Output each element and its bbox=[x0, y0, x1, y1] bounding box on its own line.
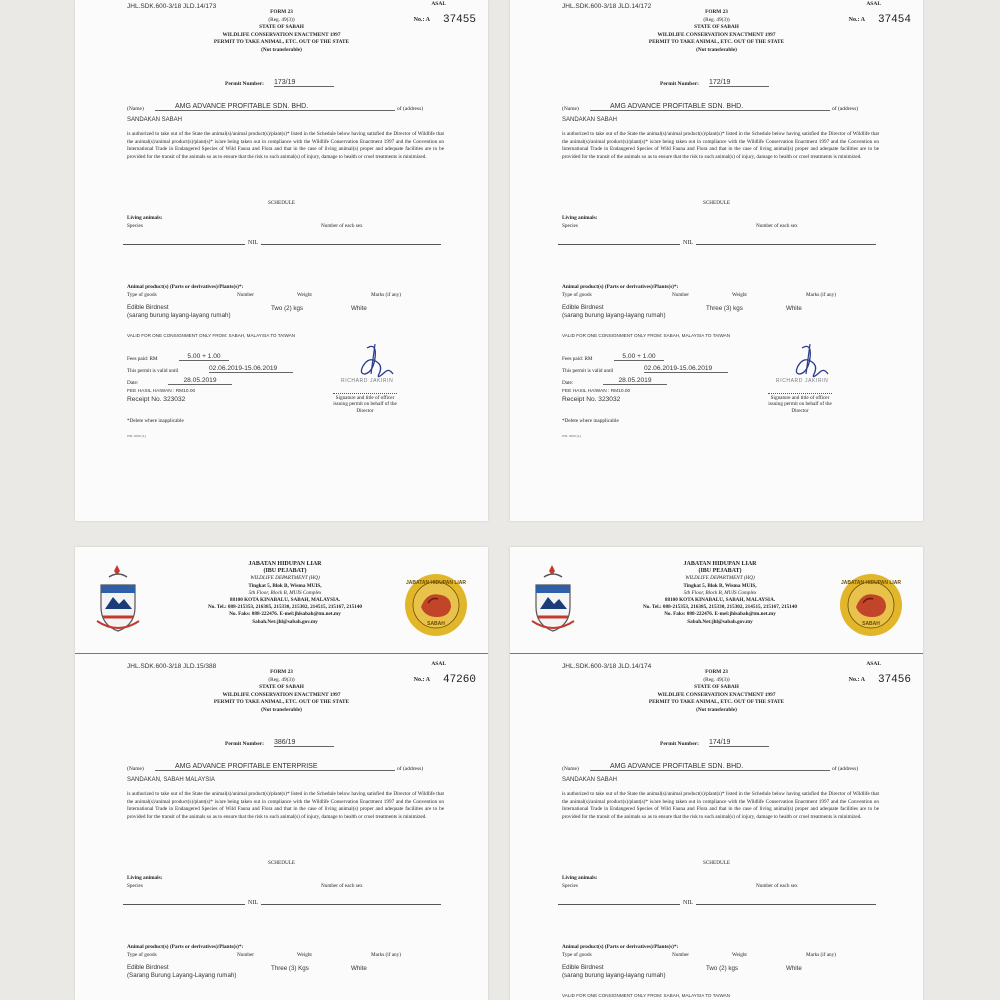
permit-holder-address: SANDAKAN SABAH bbox=[127, 117, 183, 123]
permit-holder-address: SANDAKAN SABAH bbox=[562, 117, 618, 123]
enactment-title: WILDLIFE CONSERVATION ENACTMENT 1997 bbox=[657, 691, 776, 698]
asal-label: ASAL bbox=[431, 1, 446, 7]
sabah-crest-icon bbox=[95, 561, 141, 637]
date-label: Date: bbox=[562, 380, 574, 386]
schedule-heading: SCHEDULE bbox=[267, 200, 296, 206]
lh-phone: No. Tel.: 088-215353, 216385, 215330, 215302, 214515, 215167, 215140 bbox=[208, 604, 362, 611]
schedule-heading: SCHEDULE bbox=[267, 860, 296, 866]
goods-marks: White bbox=[351, 305, 367, 312]
enactment-title: WILDLIFE CONSERVATION ENACTMENT 1997 bbox=[222, 31, 341, 38]
number-column: Number bbox=[672, 292, 689, 298]
schedule-heading: SCHEDULE bbox=[702, 860, 731, 866]
lh-address-1: Tingkat 5, Blok B, Wisma MUIS, bbox=[683, 582, 757, 589]
form-number: FORM 23 bbox=[705, 9, 728, 15]
address-label: of (address) bbox=[832, 766, 859, 772]
animal-products-label: Animal product(s) (Parts or derivatives)/Plants(s)*: bbox=[562, 284, 679, 290]
number-column: Number bbox=[237, 292, 254, 298]
address-label: of (address) bbox=[397, 106, 424, 112]
authorization-paragraph: is authorized to take out of the State the animal(s)/animal product(s)/plant(s)* listed in the Schedule below having satisfied the Director of Wildlife that the animal(s)/animal product(s)/plant(s)* is/are being taken out in compliance with the Wildlife Conservation Enactment 1997 and the Convention on International Trade in Endangered Species of Wild Fauna and Flora and that in the case of living animal(s) proper and adequate facilities are to be provided for the transit of the animals so as to ensure that the risk to such animal(s) of injury, damage to health or cruel treatments is minimized. bbox=[127, 131, 444, 160]
goods-cell bbox=[127, 304, 231, 319]
species-column: Species bbox=[127, 223, 143, 229]
lh-hq-my: (IBU PEJABAT) bbox=[698, 568, 742, 575]
form-heading bbox=[75, 669, 488, 715]
permit-number-label: Permit Number: bbox=[225, 81, 264, 87]
enactment-title: WILDLIFE CONSERVATION ENACTMENT 1997 bbox=[657, 31, 776, 38]
nil-text: NIL bbox=[680, 900, 696, 906]
form-code: JHL 2006 (L) bbox=[127, 434, 147, 438]
permit-title: PERMIT TO TAKE ANIMAL, ETC. OUT OF THE STATE bbox=[213, 699, 350, 706]
goods-weight: Three (3) Kgs bbox=[271, 965, 309, 972]
permit-document-1 bbox=[75, 0, 488, 521]
not-transferable: (Not transferable) bbox=[261, 706, 302, 713]
lh-department-en: WILDLIFE DEPARTMENT (HQ) bbox=[250, 575, 320, 582]
species-column: Species bbox=[127, 883, 143, 889]
lh-address-2: 5th Floor, Block B, MUIS Complex bbox=[248, 589, 322, 596]
animal-products-label: Animal product(s) (Parts or derivatives)/Plants(s)*: bbox=[127, 944, 244, 950]
file-reference: JHL.SDK.600-3/18 JLD.15/388 bbox=[127, 663, 217, 670]
number-column: Number bbox=[672, 952, 689, 958]
living-animals-label: Living animals: bbox=[127, 875, 163, 881]
goods-weight: Three (3) kgs bbox=[706, 305, 743, 312]
permit-holder-name: AMG ADVANCE PROFITABLE SDN. BHD. bbox=[590, 103, 830, 111]
weight-column: Weight bbox=[297, 952, 312, 958]
nil-text: NIL bbox=[245, 240, 261, 246]
species-column: Species bbox=[562, 883, 578, 889]
nil-text: NIL bbox=[680, 240, 696, 246]
nil-line bbox=[123, 244, 441, 245]
letterhead bbox=[75, 547, 488, 654]
permit-title: PERMIT TO TAKE ANIMAL, ETC. OUT OF THE STATE bbox=[648, 699, 785, 706]
serial-label: No.: A bbox=[848, 17, 865, 23]
number-column: Number bbox=[237, 952, 254, 958]
permit-document-3 bbox=[75, 547, 488, 1000]
marks-column: Marks (if any) bbox=[806, 292, 836, 298]
lh-phone: No. Tel.: 088-215353, 216385, 215330, 215302, 214515, 215167, 215140 bbox=[643, 604, 797, 611]
asal-label: ASAL bbox=[866, 1, 881, 7]
permit-number-label: Permit Number: bbox=[660, 81, 699, 87]
nil-text: NIL bbox=[245, 900, 261, 906]
regulation: (Reg. 49(3)) bbox=[268, 676, 295, 683]
name-label: (Name) bbox=[562, 766, 579, 772]
form-code: JHL 2006 (L) bbox=[562, 434, 582, 438]
fee-note: FEE HASIL HAIWAN : RM10.00 bbox=[127, 389, 196, 394]
lh-department-my: JABATAN HIDUPAN LIAR bbox=[248, 561, 322, 567]
permit-holder-name: AMG ADVANCE PROFITABLE ENTERPRISE bbox=[155, 763, 395, 771]
permit-number-value: 174/19 bbox=[709, 739, 769, 747]
type-of-goods-column: Type of goods bbox=[562, 292, 592, 298]
goods-marks: White bbox=[351, 965, 367, 972]
goods-description: (sarang burung layang-layang rumah) bbox=[127, 311, 231, 319]
fees-label: Fees paid: RM bbox=[127, 356, 158, 362]
nil-line bbox=[123, 904, 441, 905]
serial-number: 37456 bbox=[877, 674, 911, 686]
number-each-sex-column: Number of each sex bbox=[756, 223, 798, 229]
state-title: STATE OF SABAH bbox=[694, 684, 739, 691]
living-animals-label: Living animals: bbox=[127, 215, 163, 221]
asal-label: ASAL bbox=[431, 661, 446, 667]
goods-name: Edible Birdnest bbox=[562, 964, 604, 971]
officer-stamp: RICHARD JAKIRIN bbox=[776, 378, 829, 384]
file-reference: JHL.SDK.600-3/18 JLD.14/172 bbox=[562, 3, 652, 10]
animal-products-label: Animal product(s) (Parts or derivatives)/Plants(s)*: bbox=[127, 284, 244, 290]
fees-value: 5.00 + 1.00 bbox=[179, 353, 229, 361]
fee-note: FEE HASIL HAIWAN : RM10.00 bbox=[562, 389, 631, 394]
state-title: STATE OF SABAH bbox=[694, 24, 739, 31]
seal-bottom-text: SABAH bbox=[862, 621, 880, 627]
regulation: (Reg. 49(3)) bbox=[268, 16, 295, 23]
goods-weight: Two (2) kgs bbox=[271, 305, 303, 312]
consignment-note: VALID FOR ONE CONSIGNMENT ONLY FROM: SABAH, MALAYSIA TO TAIWAN bbox=[562, 333, 731, 338]
valid-until-value: 02.06.2019-15.06.2019 bbox=[644, 365, 728, 373]
letterhead bbox=[510, 547, 923, 654]
regulation: (Reg. 49(3)) bbox=[703, 676, 730, 683]
fees-label: Fees paid: RM bbox=[562, 356, 593, 362]
schedule-heading: SCHEDULE bbox=[702, 200, 731, 206]
goods-name: Edible Birdnest bbox=[127, 304, 169, 311]
permit-holder-address: SANDAKAN SABAH bbox=[562, 777, 618, 783]
animal-products-label: Animal product(s) (Parts or derivatives)/Plants(s)*: bbox=[562, 944, 679, 950]
date-value: 28.05.2019 bbox=[603, 377, 667, 385]
form-heading bbox=[510, 9, 923, 55]
lh-fax: No. Faks: 088-222476. E-mel:jhlsabah@tm.net.my bbox=[229, 611, 341, 618]
date-label: Date: bbox=[127, 380, 139, 386]
seal-bottom-text: SABAH bbox=[427, 621, 445, 627]
number-each-sex-column: Number of each sex bbox=[756, 883, 798, 889]
enactment-title: WILDLIFE CONSERVATION ENACTMENT 1997 bbox=[222, 691, 341, 698]
goods-description: (sarang burung layang-layang rumah) bbox=[562, 971, 666, 979]
lh-department-en: WILDLIFE DEPARTMENT (HQ) bbox=[685, 575, 755, 582]
lh-fax: No. Faks: 088-222476. E-mel:jhlsabah@tm.net.my bbox=[664, 611, 776, 618]
marks-column: Marks (if any) bbox=[371, 292, 401, 298]
state-title: STATE OF SABAH bbox=[259, 684, 304, 691]
file-reference: JHL.SDK.600-3/18 JLD.14/173 bbox=[127, 3, 217, 10]
signature-caption: Signature and title of officer issuing permit on behalf of the Director bbox=[768, 395, 832, 414]
form-heading bbox=[75, 9, 488, 55]
weight-column: Weight bbox=[732, 952, 747, 958]
type-of-goods-column: Type of goods bbox=[127, 292, 157, 298]
lh-net: Sabah.Net:jhl@sabah.gov.my bbox=[252, 618, 318, 625]
seal-top-text: JABATAN HIDUPAN LIAR bbox=[841, 580, 901, 586]
lh-department-my: JABATAN HIDUPAN LIAR bbox=[683, 561, 757, 567]
lh-city: 88100 KOTA KINABALU, SABAH, MALAYSIA. bbox=[229, 597, 341, 604]
not-transferable: (Not transferable) bbox=[261, 46, 302, 53]
lh-net: Sabah.Net:jhl@sabah.gov.my bbox=[687, 618, 753, 625]
living-animals-label: Living animals: bbox=[562, 875, 598, 881]
lh-hq-my: (IBU PEJABAT) bbox=[263, 568, 307, 575]
name-label: (Name) bbox=[562, 106, 579, 112]
signature-caption: Signature and title of officer issuing permit on behalf of the Director bbox=[333, 395, 397, 414]
receipt-number: 323032 bbox=[163, 396, 186, 403]
goods-cell bbox=[562, 304, 666, 319]
goods-cell bbox=[127, 964, 236, 979]
serial-label: No.: A bbox=[413, 17, 430, 23]
weight-column: Weight bbox=[732, 292, 747, 298]
permit-title: PERMIT TO TAKE ANIMAL, ETC. OUT OF THE STATE bbox=[213, 39, 350, 46]
file-reference: JHL.SDK.600-3/18 JLD.14/174 bbox=[562, 663, 652, 670]
goods-name: Edible Birdnest bbox=[562, 304, 604, 311]
serial-number: 37454 bbox=[877, 14, 911, 26]
permit-number-value: 173/19 bbox=[274, 79, 334, 87]
nil-line bbox=[558, 904, 876, 905]
permit-title: PERMIT TO TAKE ANIMAL, ETC. OUT OF THE STATE bbox=[648, 39, 785, 46]
receipt bbox=[127, 396, 185, 403]
receipt bbox=[562, 396, 620, 403]
authorization-paragraph: is authorized to take out of the State the animal(s)/animal product(s)/plant(s)* listed in the Schedule below having satisfied the Director of Wildlife that the animal(s)/animal product(s)/plant(s)* is/are being taken out in compliance with the Wildlife Conservation Enactment 1997 and the Convention on International Trade in Endangered Species of Wild Fauna and Flora and that in the case of living animal(s) proper and adequate facilities are to be provided for the transit of the animals so as to ensure that the risk to such animal(s) of injury, damage to health or cruel treatments is minimized. bbox=[562, 131, 879, 160]
form-number: FORM 23 bbox=[270, 9, 293, 15]
lh-city: 88100 KOTA KINABALU, SABAH, MALAYSIA. bbox=[664, 597, 776, 604]
nil-line bbox=[558, 244, 876, 245]
number-each-sex-column: Number of each sex bbox=[321, 883, 363, 889]
number-each-sex-column: Number of each sex bbox=[321, 223, 363, 229]
valid-until-label: This permit is valid until bbox=[127, 368, 179, 374]
weight-column: Weight bbox=[297, 292, 312, 298]
authorization-paragraph: is authorized to take out of the State the animal(s)/animal product(s)/plant(s)* listed in the Schedule below having satisfied the Director of Wildlife that the animal(s)/animal product(s)/plant(s)* is/are being taken out in compliance with the Wildlife Conservation Enactment 1997 and the Convention on International Trade in Endangered Species of Wild Fauna and Flora and that in the case of living animal(s) proper and adequate facilities are to be provided for the transit of the animals so as to ensure that the risk to such animal(s) of injury, damage to health or cruel treatments is minimized. bbox=[562, 791, 879, 820]
permit-holder-address: SANDAKAN, SABAH MALAYSIA bbox=[127, 777, 215, 783]
valid-until-value: 02.06.2019-15.06.2019 bbox=[209, 365, 293, 373]
state-title: STATE OF SABAH bbox=[259, 24, 304, 31]
lh-address-2: 5th Floor, Block B, MUIS Complex bbox=[683, 589, 757, 596]
not-transferable: (Not transferable) bbox=[696, 46, 737, 53]
name-label: (Name) bbox=[127, 106, 144, 112]
regulation: (Reg. 49(3)) bbox=[703, 16, 730, 23]
name-label: (Name) bbox=[127, 766, 144, 772]
goods-marks: White bbox=[786, 305, 802, 312]
serial-number: 47260 bbox=[442, 674, 476, 686]
goods-description: (Sarang Burung Layang-Layang rumah) bbox=[127, 971, 237, 979]
address-label: of (address) bbox=[832, 106, 859, 112]
asal-label: ASAL bbox=[866, 661, 881, 667]
serial-label: No.: A bbox=[848, 677, 865, 683]
valid-until-label: This permit is valid until bbox=[562, 368, 614, 374]
type-of-goods-column: Type of goods bbox=[562, 952, 592, 958]
species-column: Species bbox=[562, 223, 578, 229]
serial-number: 37455 bbox=[442, 14, 476, 26]
form-heading bbox=[510, 669, 923, 715]
sabah-crest-icon bbox=[530, 561, 576, 637]
permit-holder-name: AMG ADVANCE PROFITABLE SDN. BHD. bbox=[590, 763, 830, 771]
authorization-paragraph: is authorized to take out of the State the animal(s)/animal product(s)/plant(s)* listed in the Schedule below having satisfied the Director of Wildlife that the animal(s)/animal product(s)/plant(s)* is/are being taken out in compliance with the Wildlife Conservation Enactment 1997 and the Convention on International Trade in Endangered Species of Wild Fauna and Flora and that in the case of living animal(s) proper and adequate facilities are to be provided for the transit of the animals so as to ensure that the risk to such animal(s) of injury, damage to health or cruel treatments is minimized. bbox=[127, 791, 444, 820]
address-label: of (address) bbox=[397, 766, 424, 772]
marks-column: Marks (if any) bbox=[806, 952, 836, 958]
goods-name: Edible Birdnest bbox=[127, 964, 169, 971]
lh-address-1: Tingkat 5, Blok B, Wisma MUIS, bbox=[248, 582, 322, 589]
seal-top-text: JABATAN HIDUPAN LIAR bbox=[406, 580, 466, 586]
not-transferable: (Not transferable) bbox=[696, 706, 737, 713]
permit-holder-name: AMG ADVANCE PROFITABLE SDN. BHD. bbox=[155, 103, 395, 111]
date-value: 28.05.2019 bbox=[168, 377, 232, 385]
goods-description: (sarang burung layang-layang rumah) bbox=[562, 311, 666, 319]
permit-number-value: 172/19 bbox=[709, 79, 769, 87]
form-number: FORM 23 bbox=[270, 669, 293, 675]
receipt-label: Receipt No. bbox=[562, 396, 597, 403]
officer-stamp: RICHARD JAKIRIN bbox=[341, 378, 394, 384]
goods-weight: Two (2) kgs bbox=[706, 965, 738, 972]
permit-document-4 bbox=[510, 547, 923, 1000]
permit-number-label: Permit Number: bbox=[225, 741, 264, 747]
delete-note: *Delete where inapplicable bbox=[562, 418, 619, 424]
goods-cell bbox=[562, 964, 666, 979]
form-number: FORM 23 bbox=[705, 669, 728, 675]
permit-document-2 bbox=[510, 0, 923, 521]
permit-number-label: Permit Number: bbox=[660, 741, 699, 747]
receipt-label: Receipt No. bbox=[127, 396, 162, 403]
goods-marks: White bbox=[786, 965, 802, 972]
permit-number-value: 386/19 bbox=[274, 739, 334, 747]
serial-label: No.: A bbox=[413, 677, 430, 683]
consignment-note: VALID FOR ONE CONSIGNMENT ONLY FROM: SABAH, MALAYSIA TO TAIWAN bbox=[127, 333, 296, 338]
fees-value: 5.00 + 1.00 bbox=[614, 353, 664, 361]
receipt-number: 323032 bbox=[598, 396, 621, 403]
delete-note: *Delete where inapplicable bbox=[127, 418, 184, 424]
living-animals-label: Living animals: bbox=[562, 215, 598, 221]
marks-column: Marks (if any) bbox=[371, 952, 401, 958]
consignment-note: VALID FOR ONE CONSIGNMENT ONLY FROM: SABAH, MALAYSIA TO TAIWAN bbox=[562, 993, 731, 998]
type-of-goods-column: Type of goods bbox=[127, 952, 157, 958]
